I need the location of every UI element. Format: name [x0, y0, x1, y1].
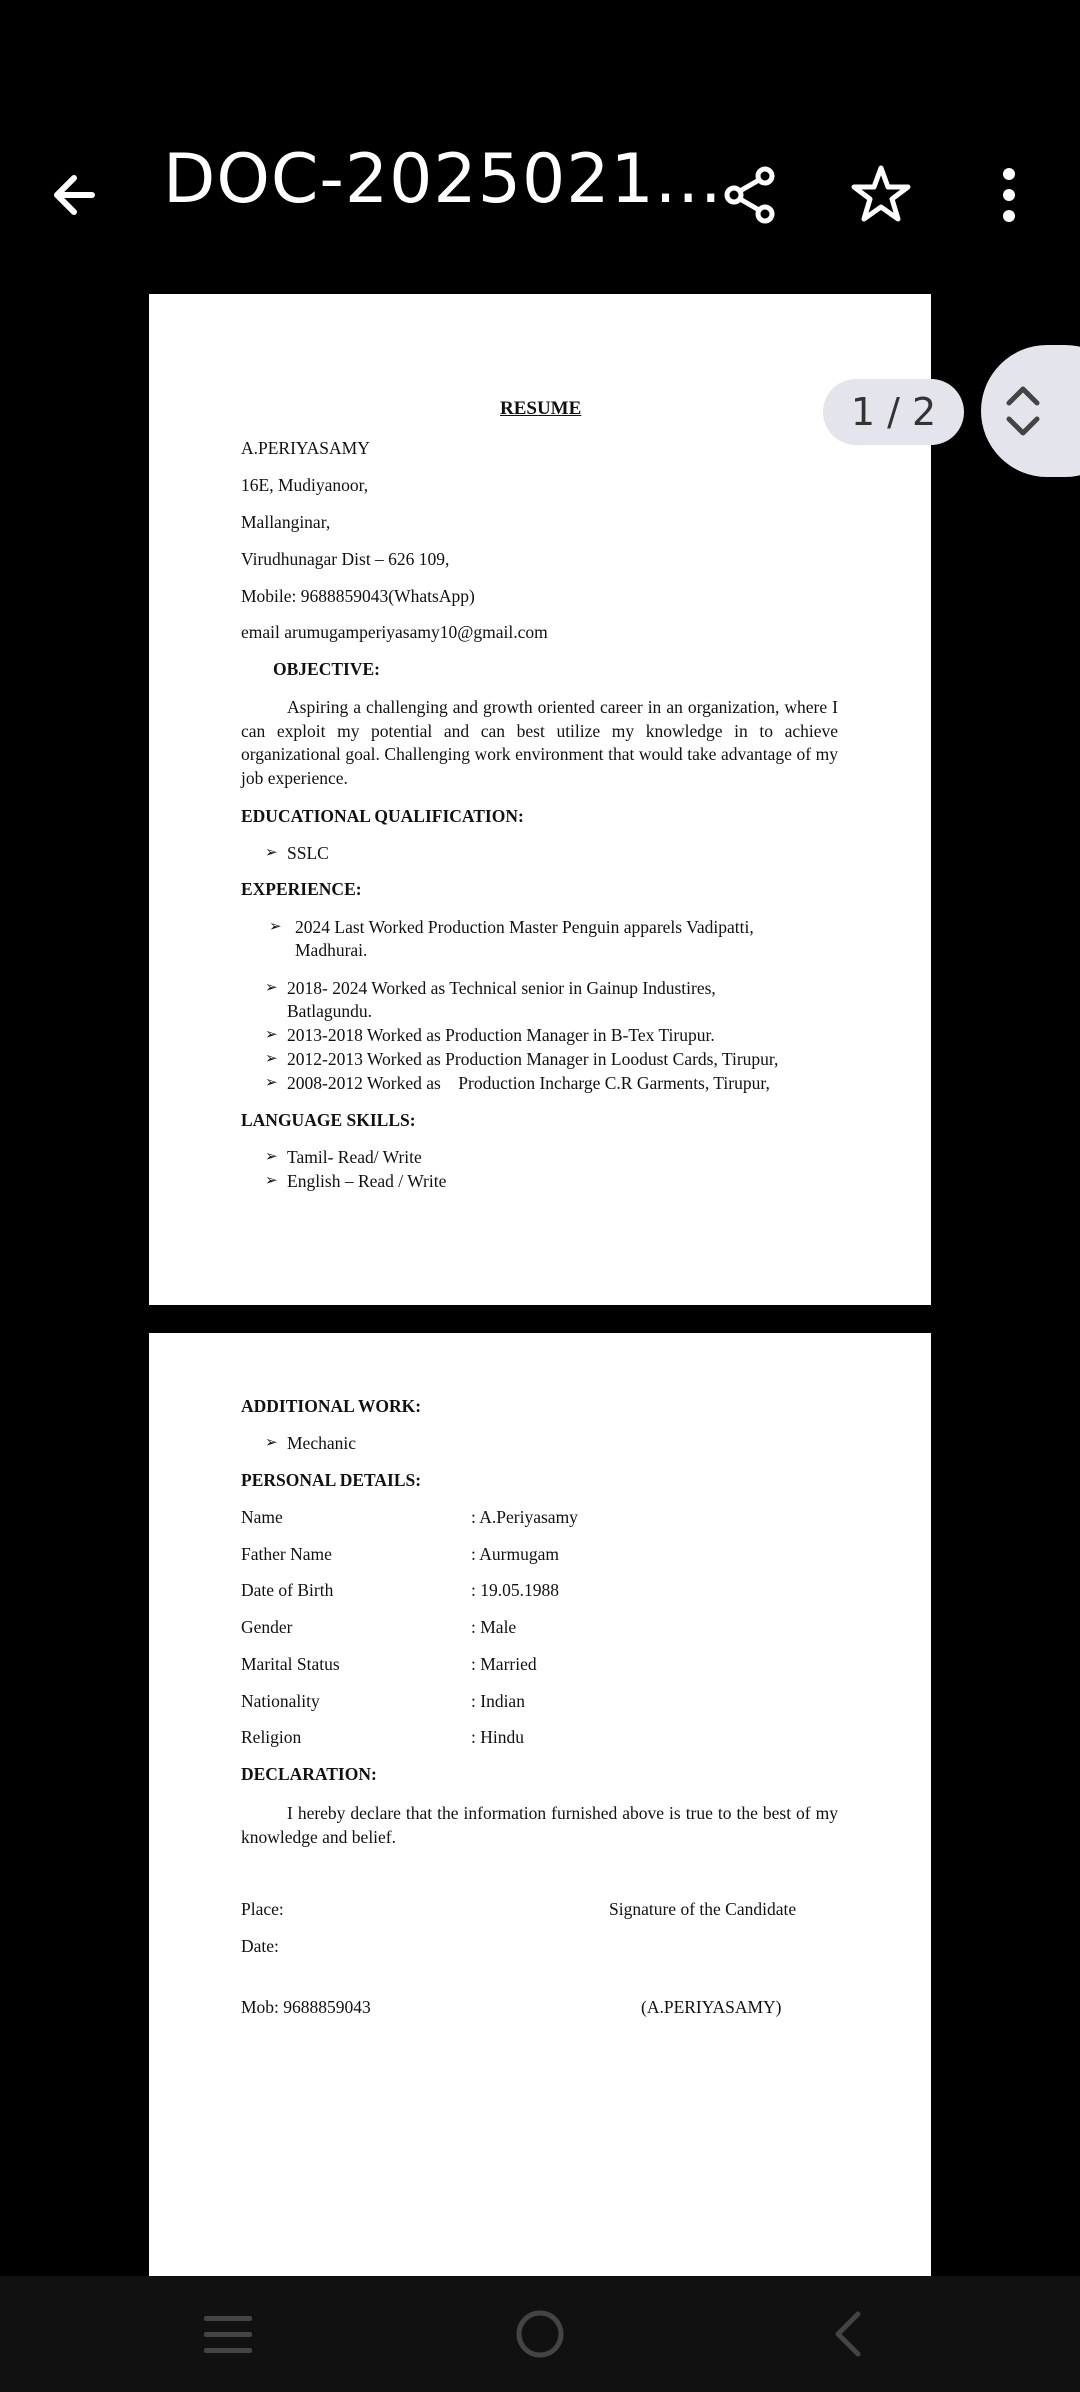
detail-label: Marital Status: [241, 1654, 340, 1674]
detail-value: : Male: [471, 1617, 517, 1637]
share-icon[interactable]: [716, 160, 786, 230]
address-line: Virudhunagar Dist – 626 109,: [241, 549, 450, 569]
detail-value: : 19.05.1988: [471, 1580, 559, 1600]
detail-label: Father Name: [241, 1544, 332, 1564]
declaration-text: I hereby declare that the information furnished above is true to the best of my knowledge and belief.: [241, 1803, 838, 1847]
arrow-bullet-icon: ➢: [265, 1075, 278, 1091]
document-page-1: RESUME A.PERIYASAMY 16E, Mudiyanoor, Mallanginar, Virudhunagar Dist – 626 109, Mobile: 9688859043(WhatsApp) email arumugamperiyasamy10@gmail.com OBJECTIVE: Aspiring a challenging and growth oriented career in an organization, where I can exploit my potential and can best utilize my knowledge in to achieve organizational goal. Challenging work environment that would take advantage of my job experience. EDUCATIONAL QUALIFICATION: ➢ SSLC EXPERIENCE: ➢ 2024 Last Worked Production Master Penguin apparels Vadipatti, Madhurai. ➢ 2018- 2024 Worked as Technical senior in Gainup Industires, Batlagundu. ➢ 2013-2018 Worked as Production Manager in B-Tex Tirupur. ➢ 2012-2013 Worked as Production Manager in Loodust Cards, Tirupur, ➢ 2008-2012 Worked as Production Incharge C.R Garments, Tirupur, LANGUAGE SKILLS: ➢ Tamil- Read/ Write ➢ English – Read / Write: [149, 294, 931, 1305]
detail-label: Name: [241, 1507, 283, 1527]
address-line: 16E, Mudiyanoor,: [241, 475, 369, 495]
signature-label: Signature of the Candidate: [609, 1899, 797, 1919]
system-nav-bar: [0, 2276, 1080, 2392]
personal-details-heading: PERSONAL DETAILS:: [241, 1470, 422, 1490]
arrow-bullet-icon: ➢: [265, 980, 278, 996]
signed-name: (A.PERIYASAMY): [641, 1997, 782, 2017]
mobile-line: Mobile: 9688859043(WhatsApp): [241, 586, 475, 606]
list-item-continuation: Madhurai.: [295, 940, 368, 960]
detail-value: : A.Periyasamy: [471, 1507, 578, 1527]
mobile-line: Mob: 9688859043: [241, 1997, 371, 2017]
home-icon[interactable]: [512, 2306, 568, 2362]
recents-icon[interactable]: [200, 2308, 256, 2360]
top-app-bar: [0, 0, 1080, 290]
arrow-bullet-icon: ➢: [269, 919, 282, 935]
fast-scroll-handle[interactable]: [981, 345, 1080, 477]
detail-label: Religion: [241, 1727, 302, 1747]
declaration-heading: DECLARATION:: [241, 1764, 377, 1784]
detail-label: Date of Birth: [241, 1580, 334, 1600]
arrow-bullet-icon: ➢: [265, 1173, 278, 1189]
page-indicator: 1 / 2: [823, 379, 964, 445]
document-page-2: ADDITIONAL WORK: ➢ Mechanic PERSONAL DETAILS: Name : A.Periyasamy Father Name : Aurmugam Date of Birth : 19.05.1988 Gender : Male Marital Status : Married Nationality : Indian Religion : Hindu DECLARATION: I hereby declare that the information furnished above is true to the best of my knowledge and belief. Place: Signature of the Candidate Date: Mob: 9688859043 (A.PERIYASAMY): [149, 1333, 931, 2276]
objective-text: Aspiring a challenging and growth oriented career in an organization, where I can exploit my potential and can best utilize my knowledge in to achieve organizational goal. Challenging work environment that would take advantage of my job experience.: [241, 697, 838, 788]
detail-value: : Married: [471, 1654, 537, 1674]
place-label: Place:: [241, 1899, 284, 1919]
arrow-bullet-icon: ➢: [265, 845, 278, 861]
experience-heading: EXPERIENCE:: [241, 879, 362, 899]
objective-heading: OBJECTIVE:: [273, 659, 380, 679]
star-outline-icon[interactable]: [846, 160, 916, 230]
arrow-bullet-icon: ➢: [265, 1027, 278, 1043]
list-item-continuation: Batlagundu.: [287, 1001, 373, 1021]
chevron-up-down-icon: [1003, 379, 1043, 443]
detail-value: : Indian: [471, 1691, 525, 1711]
additional-work-heading: ADDITIONAL WORK:: [241, 1396, 422, 1416]
document-title: DOC-2025021...: [163, 140, 723, 219]
email-line: email arumugamperiyasamy10@gmail.com: [241, 622, 548, 642]
arrow-bullet-icon: ➢: [265, 1051, 278, 1067]
address-line: Mallanginar,: [241, 512, 331, 532]
arrow-bullet-icon: ➢: [265, 1149, 278, 1165]
candidate-name: A.PERIYASAMY: [241, 438, 370, 458]
education-heading: EDUCATIONAL QUALIFICATION:: [241, 806, 524, 826]
nav-back-icon[interactable]: [826, 2306, 870, 2362]
date-label: Date:: [241, 1936, 279, 1956]
more-vert-icon[interactable]: [974, 160, 1044, 230]
detail-label: Gender: [241, 1617, 293, 1637]
arrow-back-icon[interactable]: [40, 160, 110, 230]
detail-value: : Hindu: [471, 1727, 524, 1747]
resume-heading: RESUME: [500, 398, 582, 419]
arrow-bullet-icon: ➢: [265, 1435, 278, 1451]
detail-value: : Aurmugam: [471, 1544, 559, 1564]
language-heading: LANGUAGE SKILLS:: [241, 1110, 416, 1130]
detail-label: Nationality: [241, 1691, 320, 1711]
